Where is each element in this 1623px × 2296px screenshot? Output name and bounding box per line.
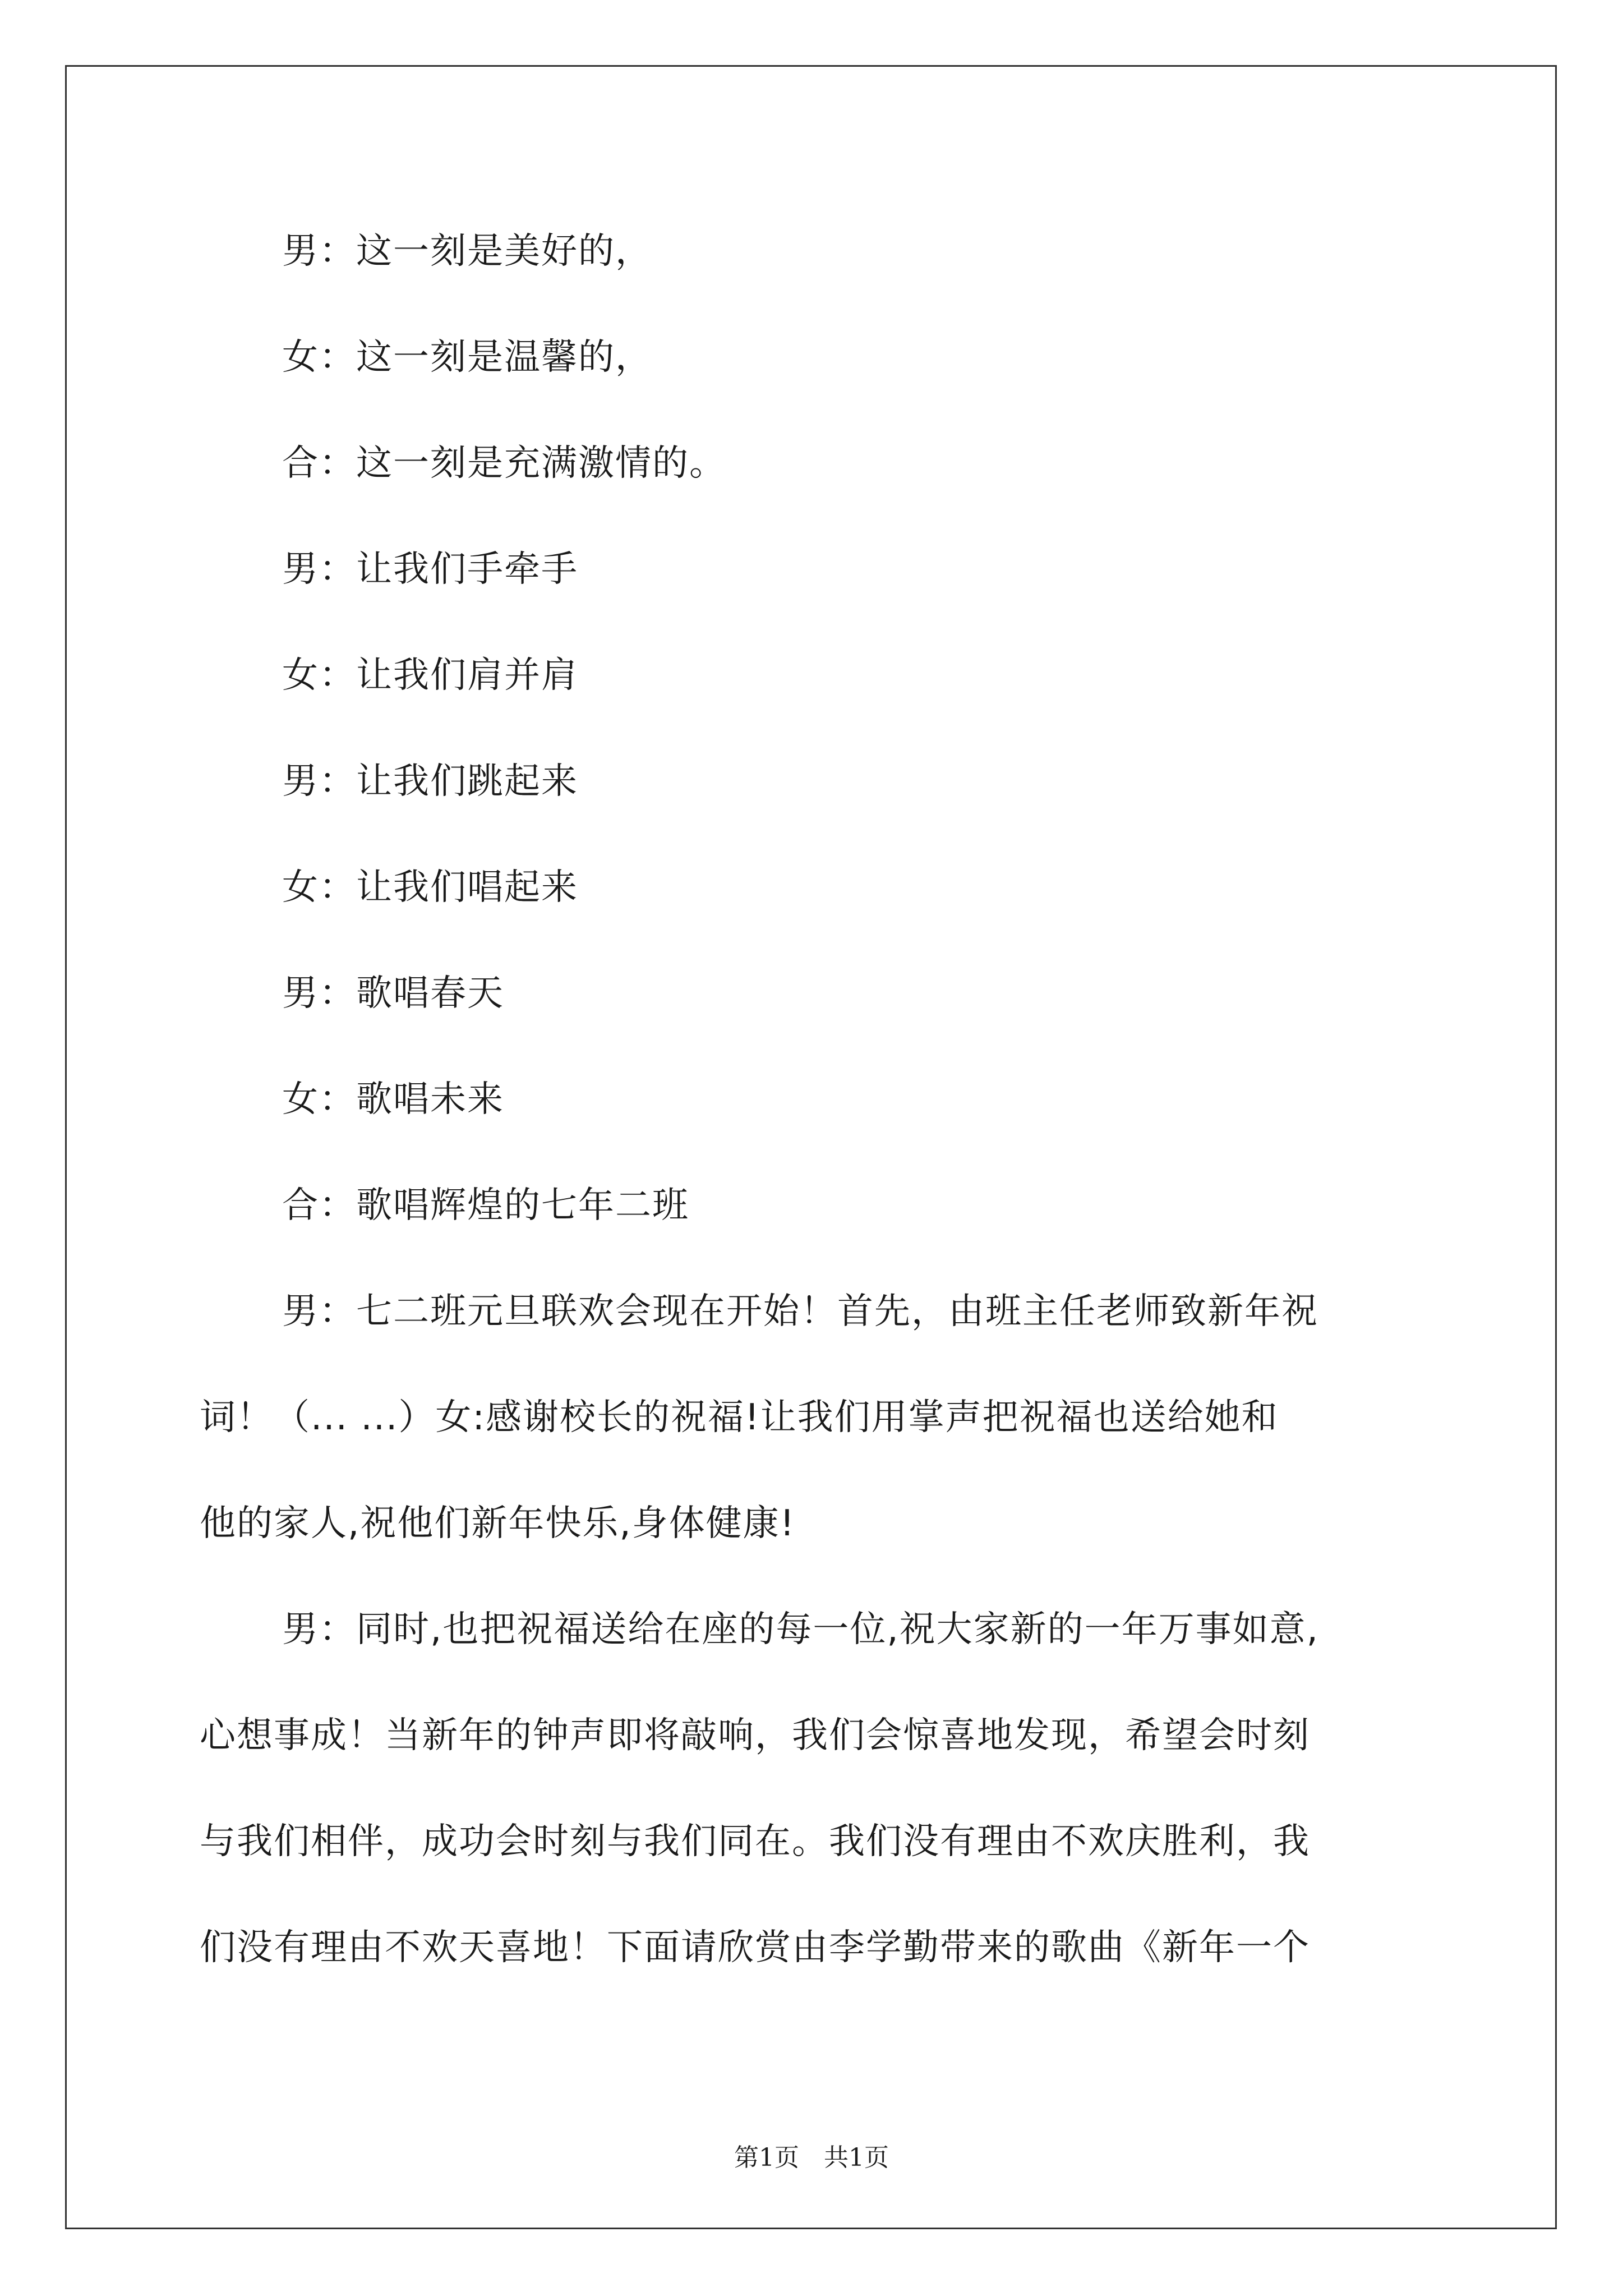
dialogue-line: 合：这一刻是充满激情的。 <box>282 443 726 484</box>
paragraph-line: 他的家人,祝他们新年快乐,身体健康! <box>200 1503 796 1544</box>
paragraph-line: 男：同时,也把祝福送给在座的每一位,祝大家新的一年万事如意, <box>282 1609 1320 1650</box>
dialogue-line: 女：这一刻是温馨的， <box>282 337 652 378</box>
paragraph-line: 心想事成！当新年的钟声即将敲响，我们会惊喜地发现，希望会时刻 <box>200 1715 1310 1756</box>
dialogue-line: 男：让我们跳起来 <box>282 761 578 802</box>
dialogue-line: 女：歌唱未来 <box>282 1079 504 1120</box>
page-footer: 第1页 共1页 <box>734 2143 889 2172</box>
dialogue-line: 女：让我们唱起来 <box>282 867 578 908</box>
dialogue-line: 男：让我们手牵手 <box>282 549 578 590</box>
paragraph-line: 词！（... ...）女:感谢校长的祝福!让我们用掌声把祝福也送给她和 <box>200 1397 1279 1438</box>
dialogue-line: 男：这一刻是美好的， <box>282 231 652 272</box>
paragraph <box>200 1603 1445 1975</box>
paragraph-line: 们没有理由不欢天喜地！下面请欣赏由李学勤带来的歌曲《新年一个 <box>200 1927 1310 1968</box>
document-body <box>200 224 1445 2027</box>
paragraph-line: 与我们相伴，成功会时刻与我们同在。我们没有理由不欢庆胜利，我 <box>200 1821 1310 1862</box>
dialogue-line: 女：让我们肩并肩 <box>282 655 578 696</box>
paragraph-line: 男：七二班元旦联欢会现在开始！首先，由班主任老师致新年祝 <box>282 1291 1318 1332</box>
dialogue-line: 男：歌唱春天 <box>282 973 504 1014</box>
dialogue-line: 合：歌唱辉煌的七年二班 <box>282 1185 689 1226</box>
paragraph <box>200 1285 1445 1550</box>
